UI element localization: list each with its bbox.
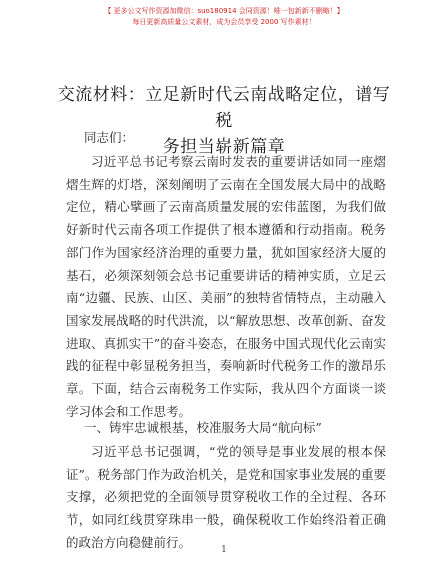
section-heading-1: 一、铸牢忠诚根基，校准服务大局“航向标” [84, 420, 322, 435]
body-paragraph-2-block [66, 441, 386, 555]
banner-line-1: 【 更多公文写作资源加微信：suo180914 会同资源！唯一包新新不删略！】 [104, 7, 344, 15]
body-paragraph-1-block [66, 151, 386, 423]
body-paragraph-2: 习近平总书记强调，“党的领导是事业发展的根本保证”。税务部门作为政治机关，是党和国家事业发展的重要支撑，必须把党的全面领导贯穿税收工作的全过程、各环节，如同红线贯穿珠串一般，确保税收工作始终沿着正确的政治方向稳健前行。 [66, 444, 386, 550]
title-line-1: 交流材料：立足新时代云南战略定位，谱写税 [57, 85, 391, 131]
title-line-2: 务担当崭新篇章 [162, 137, 286, 157]
banner-line-2: 每日更新高质量公文素材，成为会员享受 2000 写作素材！ [132, 18, 316, 26]
page-number: 1 [221, 545, 227, 555]
body-paragraph-1: 习近平总书记考察云南时发表的重要讲话如同一座熠熠生辉的灯塔，深刻阐明了云南在全国发展大局中的战略定位，精心擘画了云南高质量发展的宏伟蓝图，为我们做好新时代云南各项工作提供了根本遵循和行动指南。税务部门作为国家经济治理的重要力量，犹如国家经济大厦的基石，必须深刻领会总书记重要讲话的精神实质，立足云南“边疆、民族、山区、美丽”的独特省情特点，主动融入国家发展战略的时代洪流，以“解放思想、改革创新、奋发进取、真抓实干”的奋斗姿态，在服务中国式现代化云南实践的征程中彰显税务担当，奏响新时代税务工作的激昂乐章。下面，结合云南税务工作实际，我从四个方面谈一谈学习体会和工作思考。 [66, 154, 386, 419]
header-banner [0, 6, 448, 28]
document-title [50, 82, 398, 160]
salutation: 同志们： [84, 130, 135, 145]
